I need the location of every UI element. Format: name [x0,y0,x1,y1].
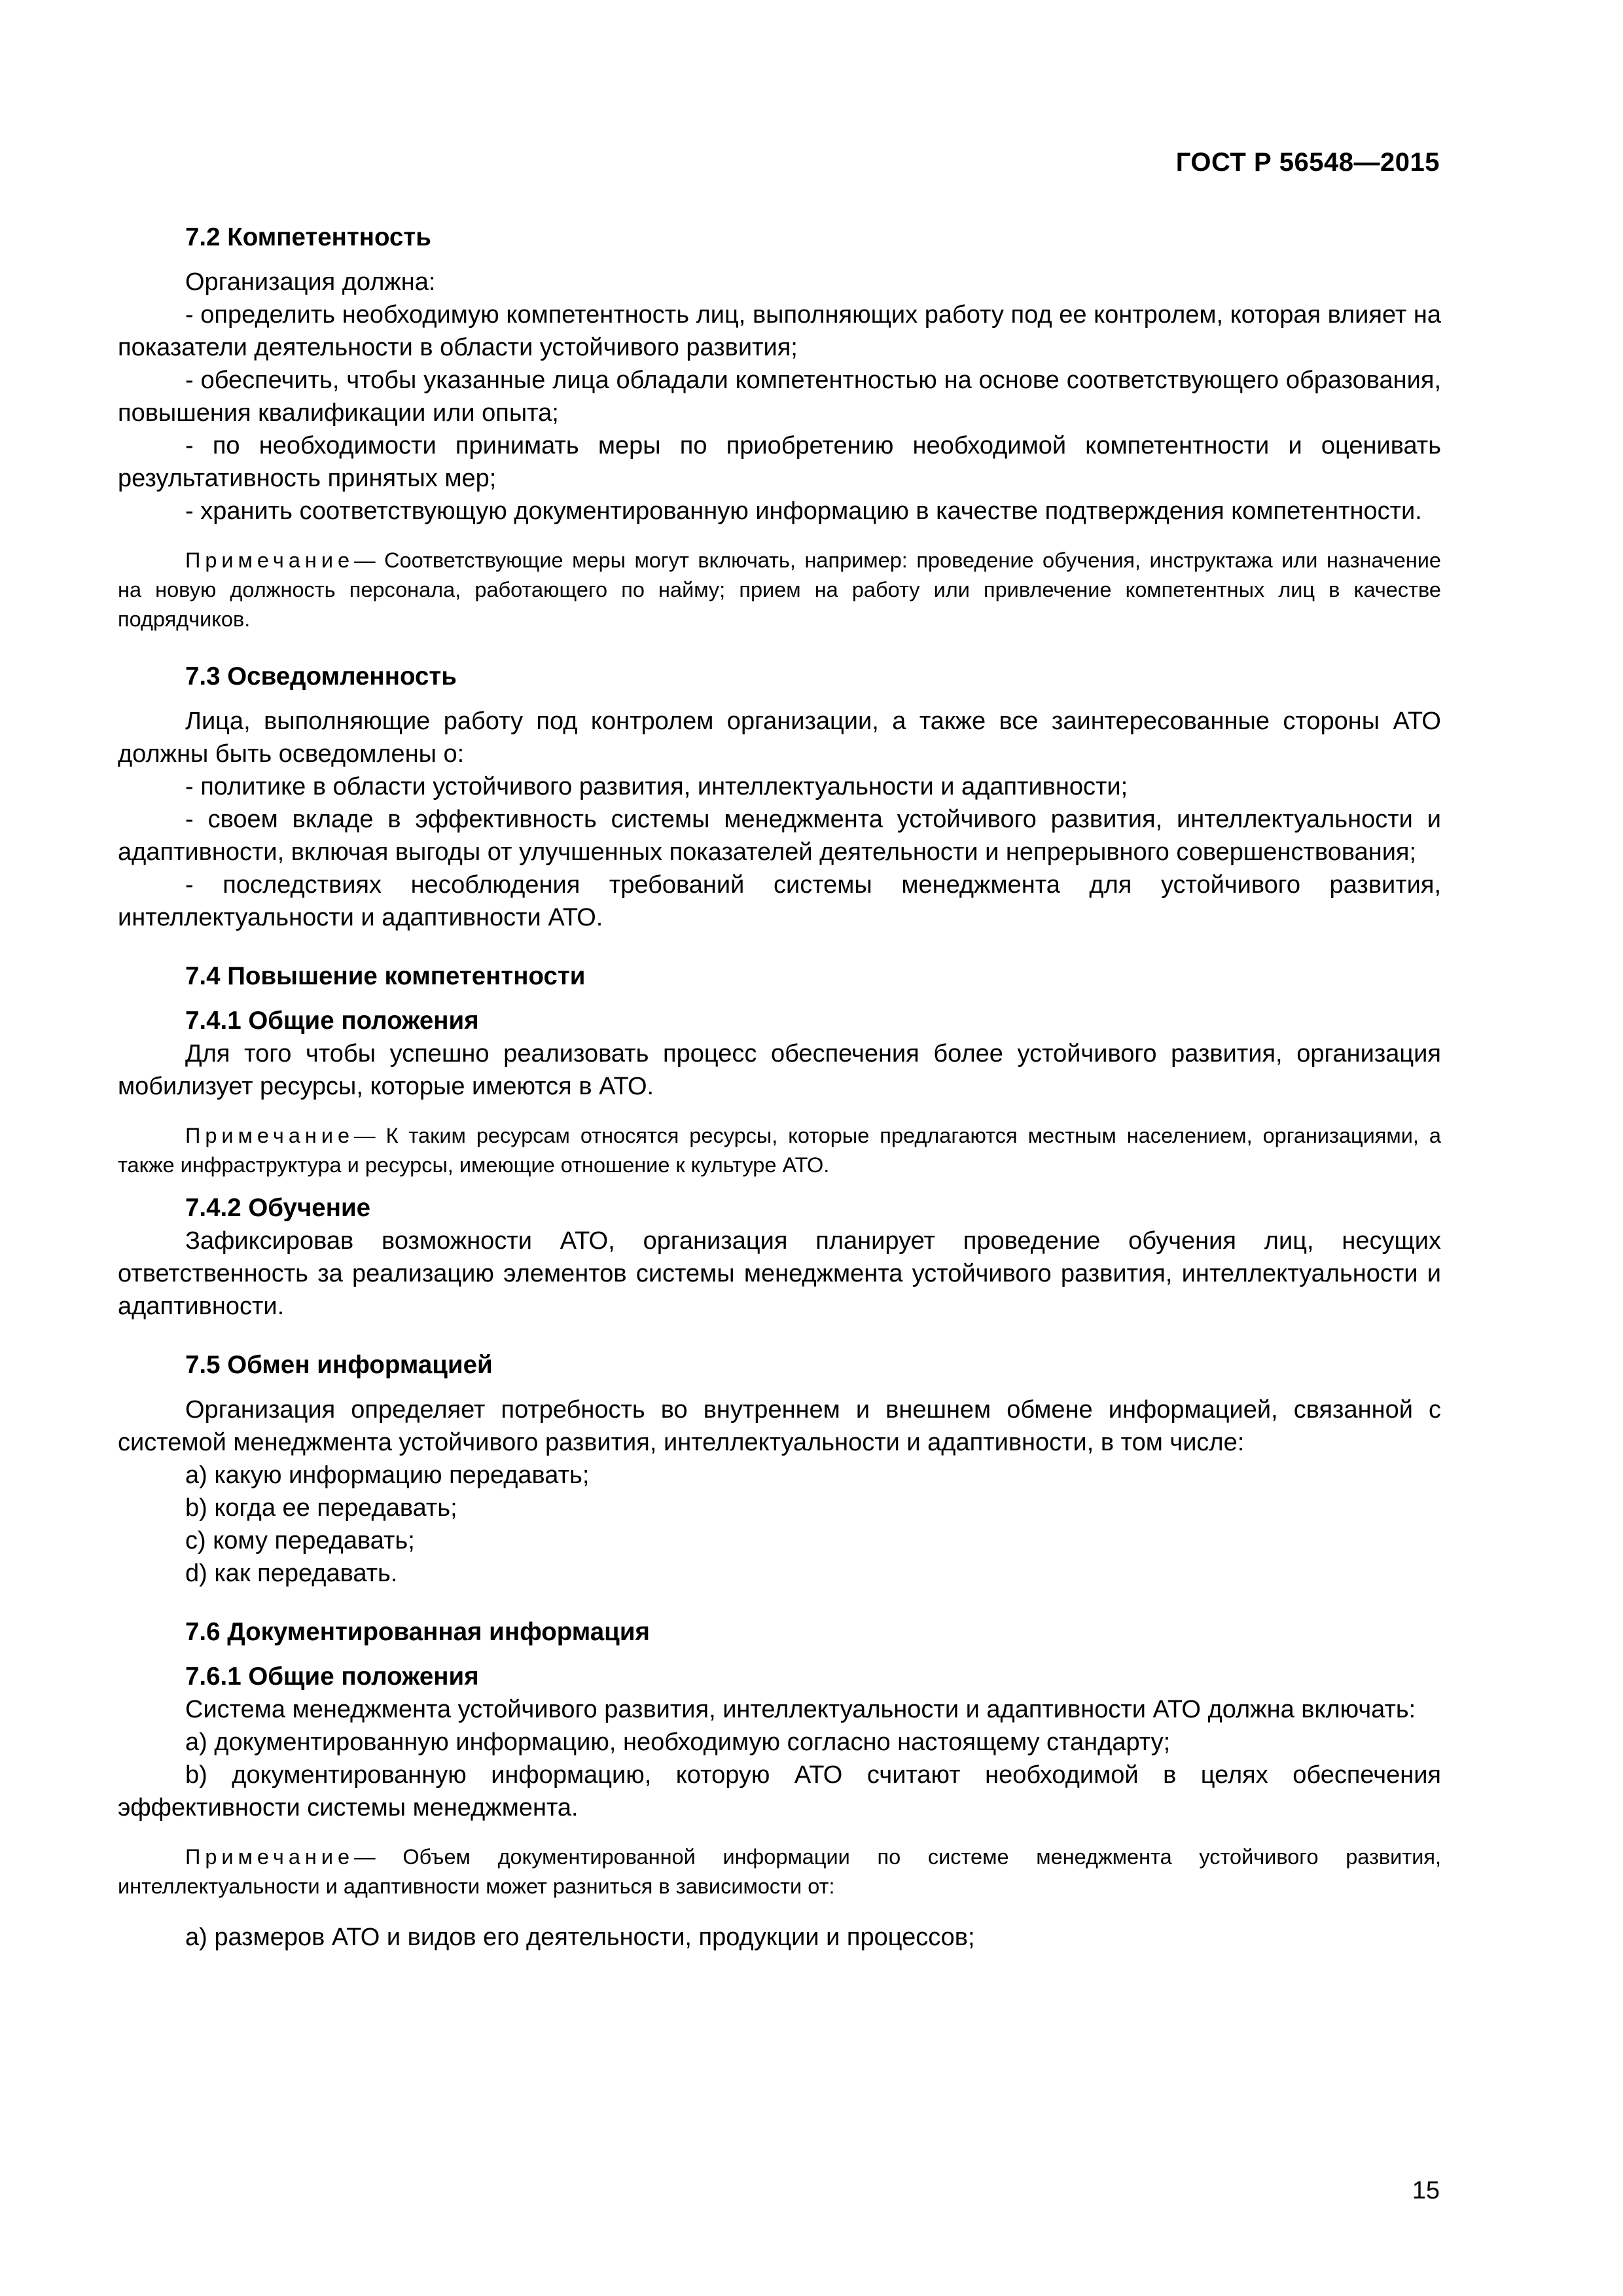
subsection-heading-7-6-1: 7.6.1 Общие положения [185,1662,479,1691]
page-number: 15 [1412,2177,1440,2204]
section-heading-7-5: 7.5 Обмен информацией [185,1351,493,1379]
paragraph: Организация должна: [185,268,436,296]
list-item: c) кому передавать; [185,1527,415,1554]
paragraph: Лица, выполняющие работу под контролем организации, а также все заинтересованные стороны АТО должны быть осведомлены о: [118,708,1441,768]
list-item: - своем вкладе в эффективность системы менеджмента устойчивого развития, интеллектуальности и адаптивности, включая выгоды от улучшенных показателей деятельности и непрерывного совершенствования; [118,806,1441,866]
note-label: Примечание [185,1845,355,1869]
note-7-4-1 [118,1121,1441,1180]
paragraph: Организация определяет потребность во внутреннем и внешнем обмене информацией, связанной с системой менеджмента устойчивого развития, интеллектуальности и адаптивности, в том числе: [118,1396,1441,1456]
subsection-heading-7-4-1: 7.4.1 Общие положения [185,1007,479,1035]
note-label: Примечание [185,1124,355,1147]
standard-header: ГОСТ Р 56548—2015 [1175,148,1440,177]
subsection-heading-7-4-2: 7.4.2 Обучение [185,1194,371,1222]
list-item: a) документированную информацию, необходимую согласно настоящему стандарту; [185,1729,1171,1756]
note-7-2 [118,546,1441,634]
list-item: a) размеров АТО и видов его деятельности, продукции и процессов; [185,1924,975,1951]
paragraph: Система менеджмента устойчивого развития, интеллектуальности и адаптивности АТО должна включать: [185,1696,1416,1723]
section-heading-7-6: 7.6 Документированная информация [185,1618,650,1646]
list-item: - хранить соответствующую документированную информацию в качестве подтверждения компетентности. [185,497,1422,525]
list-item: - последствиях несоблюдения требований системы менеджмента для устойчивого развития, интеллектуальности и адаптивности АТО. [118,871,1441,931]
list-item: - по необходимости принимать меры по приобретению необходимой компетентности и оценивать результативность принятых мер; [118,432,1441,492]
list-item: - политике в области устойчивого развития, интеллектуальности и адаптивности; [185,773,1128,800]
section-heading-7-3: 7.3 Осведомленность [185,662,457,691]
note-text: — Объем документированной информации по системе менеджмента устойчивого развития, интеллектуальности и адаптивности может разниться в зависимости от: [118,1845,1441,1898]
note-text: — Соответствующие меры могут включать, например: проведение обучения, инструктажа или назначение на новую должность персонала, работающего по найму; прием на работу или привлечение компетентных лиц в качестве подрядчиков. [118,548,1441,631]
note-label: Примечание [185,548,355,572]
section-heading-7-2: 7.2 Компетентность [185,223,431,251]
list-item: a) какую информацию передавать; [185,1462,590,1489]
page-content [118,221,1441,1954]
list-item: - определить необходимую компетентность лиц, выполняющих работу под ее контролем, которая влияет на показатели деятельности в области устойчивого развития; [118,301,1441,361]
section-heading-7-4: 7.4 Повышение компетентности [185,962,586,990]
paragraph: Для того чтобы успешно реализовать процесс обеспечения более устойчивого развития, организация мобилизует ресурсы, которые имеются в АТО. [118,1040,1441,1100]
note-7-6-1 [118,1842,1441,1901]
list-item: b) документированную информацию, которую АТО считают необходимой в целях обеспечения эффективности системы менеджмента. [118,1761,1441,1821]
list-item: b) когда ее передавать; [185,1494,457,1522]
paragraph: Зафиксировав возможности АТО, организация планирует проведение обучения лиц, несущих ответственность за реализацию элементов системы менеджмента устойчивого развития, интеллектуальности и адаптивности. [118,1227,1441,1320]
note-text: — К таким ресурсам относятся ресурсы, которые предлагаются местным населением, организациями, а также инфраструктура и ресурсы, имеющие отношение к культуре АТО. [118,1124,1441,1177]
list-item: - обеспечить, чтобы указанные лица обладали компетентностью на основе соответствующего образования, повышения квалификации или опыта; [118,367,1441,427]
list-item: d) как передавать. [185,1560,398,1587]
